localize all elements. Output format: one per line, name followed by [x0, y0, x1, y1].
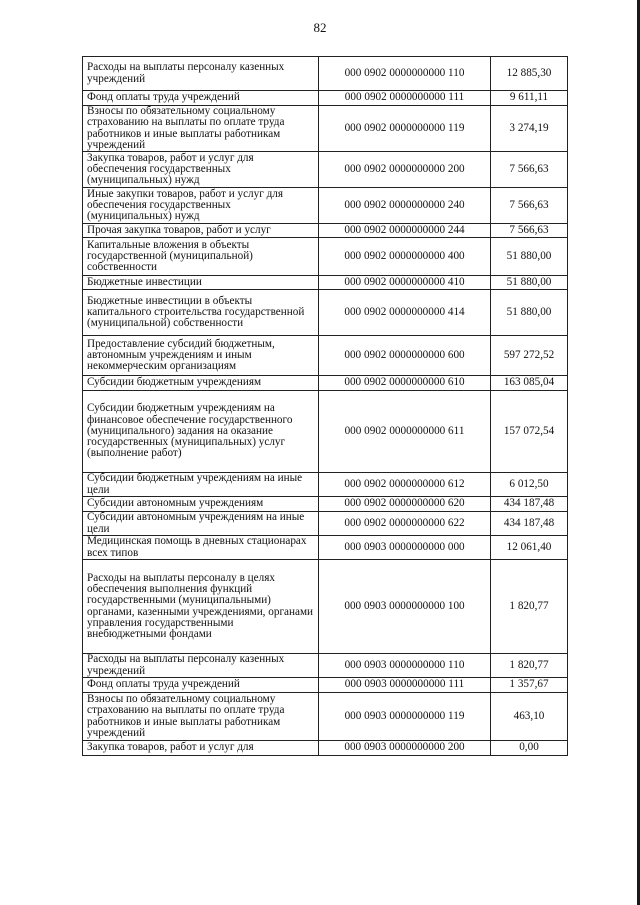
row-amount-cell: 434 187,48: [491, 497, 568, 512]
row-amount-cell: 6 012,50: [491, 473, 568, 497]
row-code-cell: 000 0902 0000000000 410: [319, 276, 491, 290]
table-row: [83, 678, 568, 693]
row-code-cell: 000 0903 0000000000 200: [319, 741, 491, 756]
row-code-cell: 000 0903 0000000000 110: [319, 654, 491, 678]
table-row: [83, 152, 568, 188]
budget-table-body: [83, 57, 568, 756]
table-row: [83, 91, 568, 106]
row-code-cell: 000 0903 0000000000 119: [319, 693, 491, 741]
row-code-cell: 000 0902 0000000000 622: [319, 512, 491, 536]
row-name-cell: Взносы по обязательному социальному страхованию на выплаты по оплате труда работников и иные выплаты работникам учреждений: [83, 106, 319, 152]
table-row: [83, 693, 568, 741]
row-amount-cell: 7 566,63: [491, 188, 568, 224]
row-name-cell: Фонд оплаты труда учреждений: [83, 678, 319, 693]
row-name-cell: Взносы по обязательному социальному страхованию на выплаты по оплате труда работников и иные выплаты работникам учреждений: [83, 693, 319, 741]
row-name-cell: Закупка товаров, работ и услуг для обеспечения государственных (муниципальных) нужд: [83, 152, 319, 188]
row-code-cell: 000 0902 0000000000 244: [319, 224, 491, 238]
row-code-cell: 000 0902 0000000000 200: [319, 152, 491, 188]
row-amount-cell: 12 061,40: [491, 536, 568, 560]
table-row: [83, 276, 568, 290]
row-code-cell: 000 0902 0000000000 600: [319, 336, 491, 376]
table-row: [83, 536, 568, 560]
row-name-cell: Бюджетные инвестиции: [83, 276, 319, 290]
row-amount-cell: 1 820,77: [491, 654, 568, 678]
row-code-cell: 000 0902 0000000000 400: [319, 238, 491, 276]
table-row: [83, 741, 568, 756]
row-name-cell: Медицинская помощь в дневных стационарах всех типов: [83, 536, 319, 560]
row-code-cell: 000 0902 0000000000 110: [319, 57, 491, 91]
row-name-cell: Субсидии бюджетным учреждениям: [83, 376, 319, 391]
row-amount-cell: 597 272,52: [491, 336, 568, 376]
table-row: [83, 512, 568, 536]
row-amount-cell: 9 611,11: [491, 91, 568, 106]
row-code-cell: 000 0903 0000000000 000: [319, 536, 491, 560]
row-code-cell: 000 0902 0000000000 240: [319, 188, 491, 224]
row-code-cell: 000 0903 0000000000 100: [319, 560, 491, 654]
row-name-cell: Субсидии автономным учреждениям на иные цели: [83, 512, 319, 536]
row-name-cell: Субсидии автономным учреждениям: [83, 497, 319, 512]
table-row: [83, 224, 568, 238]
table-row: [83, 188, 568, 224]
row-code-cell: 000 0902 0000000000 612: [319, 473, 491, 497]
row-name-cell: Расходы на выплаты персоналу казенных учреждений: [83, 654, 319, 678]
row-amount-cell: 51 880,00: [491, 276, 568, 290]
table-row: [83, 290, 568, 336]
row-name-cell: Иные закупки товаров, работ и услуг для обеспечения государственных (муниципальных) нужд: [83, 188, 319, 224]
row-amount-cell: 12 885,30: [491, 57, 568, 91]
row-amount-cell: 1 357,67: [491, 678, 568, 693]
table-row: [83, 497, 568, 512]
row-name-cell: Субсидии бюджетным учреждениям на финансовое обеспечение государственного (муниципального) задания на оказание государственных (муниципальных) услуг (выполнение работ): [83, 391, 319, 473]
row-code-cell: 000 0902 0000000000 610: [319, 376, 491, 391]
row-amount-cell: 157 072,54: [491, 391, 568, 473]
row-name-cell: Прочая закупка товаров, работ и услуг: [83, 224, 319, 238]
row-name-cell: Предоставление субсидий бюджетным, автономным учреждениям и иным некоммерческим организациям: [83, 336, 319, 376]
row-code-cell: 000 0902 0000000000 119: [319, 106, 491, 152]
table-row: [83, 473, 568, 497]
table-row: [83, 106, 568, 152]
row-amount-cell: 463,10: [491, 693, 568, 741]
row-amount-cell: 51 880,00: [491, 238, 568, 276]
table-row: [83, 238, 568, 276]
table-row: [83, 57, 568, 91]
row-amount-cell: 7 566,63: [491, 224, 568, 238]
table-row: [83, 560, 568, 654]
row-amount-cell: 51 880,00: [491, 290, 568, 336]
row-amount-cell: 3 274,19: [491, 106, 568, 152]
row-code-cell: 000 0902 0000000000 111: [319, 91, 491, 106]
row-amount-cell: 7 566,63: [491, 152, 568, 188]
row-name-cell: Расходы на выплаты персоналу в целях обеспечения выполнения функций государственными (муниципальными) органами, казенными учреждениями, органами управления государственными внебюджетными фондами: [83, 560, 319, 654]
page-number: 82: [313, 20, 327, 35]
table-row: [83, 391, 568, 473]
row-amount-cell: 1 820,77: [491, 560, 568, 654]
row-amount-cell: 0,00: [491, 741, 568, 756]
row-name-cell: Бюджетные инвестиции в объекты капитального строительства государственной (муниципальной) собственности: [83, 290, 319, 336]
row-code-cell: 000 0902 0000000000 620: [319, 497, 491, 512]
row-amount-cell: 434 187,48: [491, 512, 568, 536]
row-code-cell: 000 0902 0000000000 611: [319, 391, 491, 473]
table-row: [83, 376, 568, 391]
table-row: [83, 654, 568, 678]
budget-table: [82, 56, 568, 756]
row-name-cell: Расходы на выплаты персоналу казенных учреждений: [83, 57, 319, 91]
table-row: [83, 336, 568, 376]
row-name-cell: Капитальные вложения в объекты государственной (муниципальной) собственности: [83, 238, 319, 276]
row-name-cell: Субсидии бюджетным учреждениям на иные цели: [83, 473, 319, 497]
row-code-cell: 000 0902 0000000000 414: [319, 290, 491, 336]
row-name-cell: Закупка товаров, работ и услуг для: [83, 741, 319, 756]
row-code-cell: 000 0903 0000000000 111: [319, 678, 491, 693]
row-name-cell: Фонд оплаты труда учреждений: [83, 91, 319, 106]
row-amount-cell: 163 085,04: [491, 376, 568, 391]
